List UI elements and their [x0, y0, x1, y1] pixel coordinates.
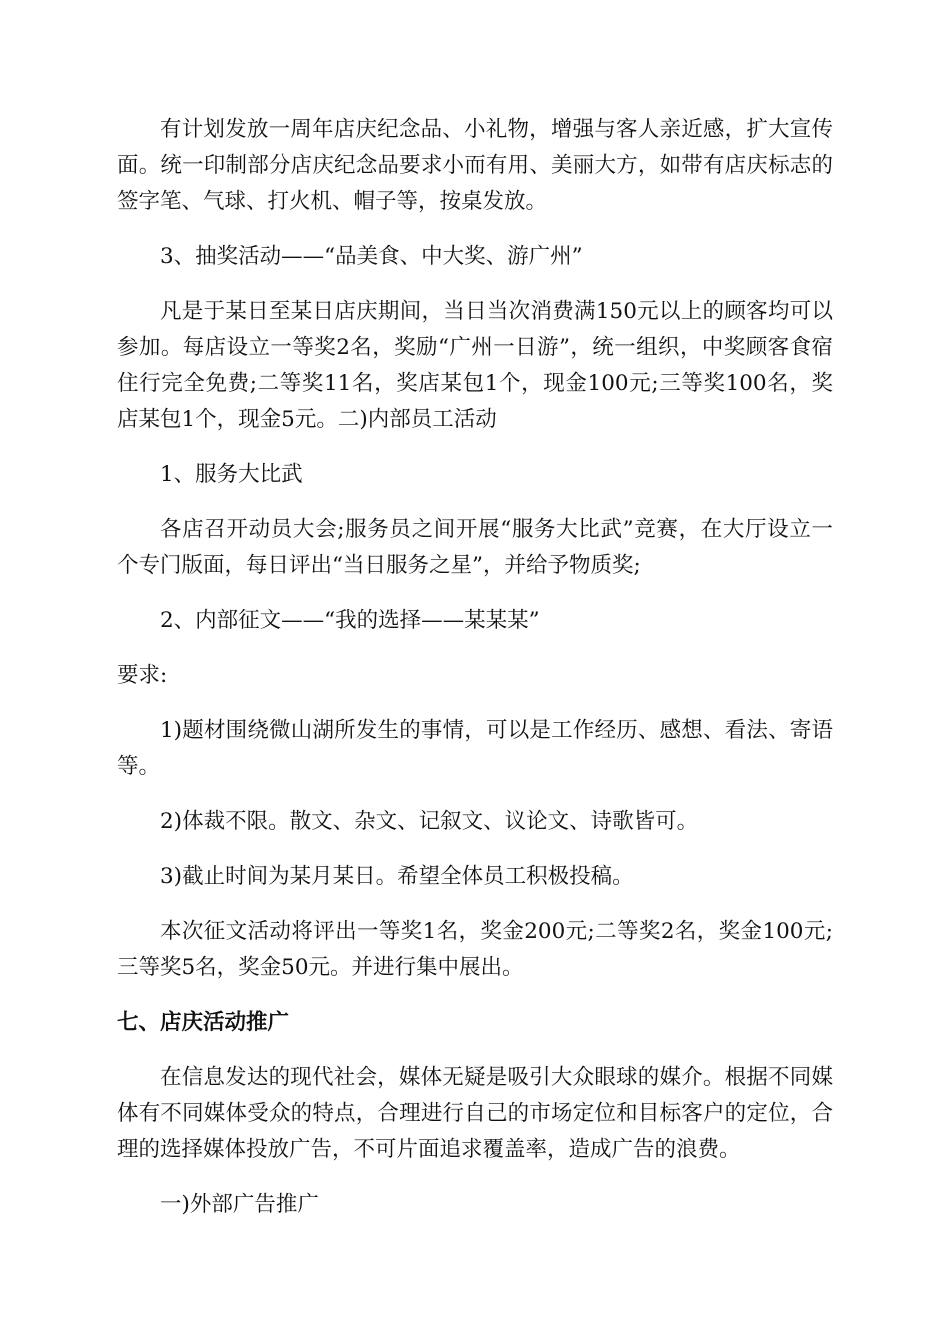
paragraph-lottery-details: 凡是于某日至某日店庆期间，当日当次消费满150元以上的顾客均可以参加。每店设立一等奖2名，奖励“广州一日游”，统一组织，中奖顾客食宿住行完全免费;二等奖11名，奖店某包1个，现金100元;三等奖100名，奖店某包1个，现金5元。二)内部员工活动 — [117, 299, 833, 432]
paragraph-requirement-3: 3)截止时间为某月某日。希望全体员工积极投稿。 — [160, 864, 634, 889]
paragraph-requirement-2: 2)体裁不限。散文、杂文、记叙文、议论文、诗歌皆可。 — [160, 809, 699, 834]
paragraph-service-contest-details: 各店召开动员大会;服务员之间开展“服务大比武”竞赛，在大厅设立一个专门版面，每日评出“当日服务之星”，并给予物质奖; — [117, 517, 833, 578]
paragraph-media-intro: 在信息发达的现代社会，媒体无疑是吸引大众眼球的媒介。根据不同媒体有不同媒体受众的特点，合理进行自己的市场定位和目标客户的定位，合理的选择媒体投放广告，不可片面追求覆盖率，造成广告的浪费。 — [117, 1065, 833, 1162]
paragraph-essay-prizes: 本次征文活动将评出一等奖1名，奖金200元;二等奖2名，奖金100元;三等奖5名，奖金50元。并进行集中展出。 — [117, 919, 833, 980]
paragraph-requirement-1: 1)题材围绕微山湖所发生的事情，可以是工作经历、感想、看法、寄语等。 — [117, 718, 833, 779]
paragraph-external-ads-title: 一)外部广告推广 — [160, 1192, 319, 1217]
paragraph-requirements-label: 要求: — [117, 663, 168, 688]
paragraph-service-contest-title: 1、服务大比武 — [160, 462, 303, 487]
document-page — [117, 112, 833, 1242]
paragraph-lottery-title: 3、抽奖活动——“品美食、中大奖、游广州” — [160, 244, 583, 269]
paragraph-souvenirs: 有计划发放一周年店庆纪念品、小礼物，增强与客人亲近感，扩大宣传面。统一印制部分店庆纪念品要求小而有用、美丽大方，如带有店庆标志的签字笔、气球、打火机、帽子等，按桌发放。 — [117, 117, 833, 214]
paragraph-essay-title: 2、内部征文——“我的选择——某某某” — [160, 608, 540, 633]
section-heading-promotion: 七、店庆活动推广 — [117, 1010, 290, 1035]
